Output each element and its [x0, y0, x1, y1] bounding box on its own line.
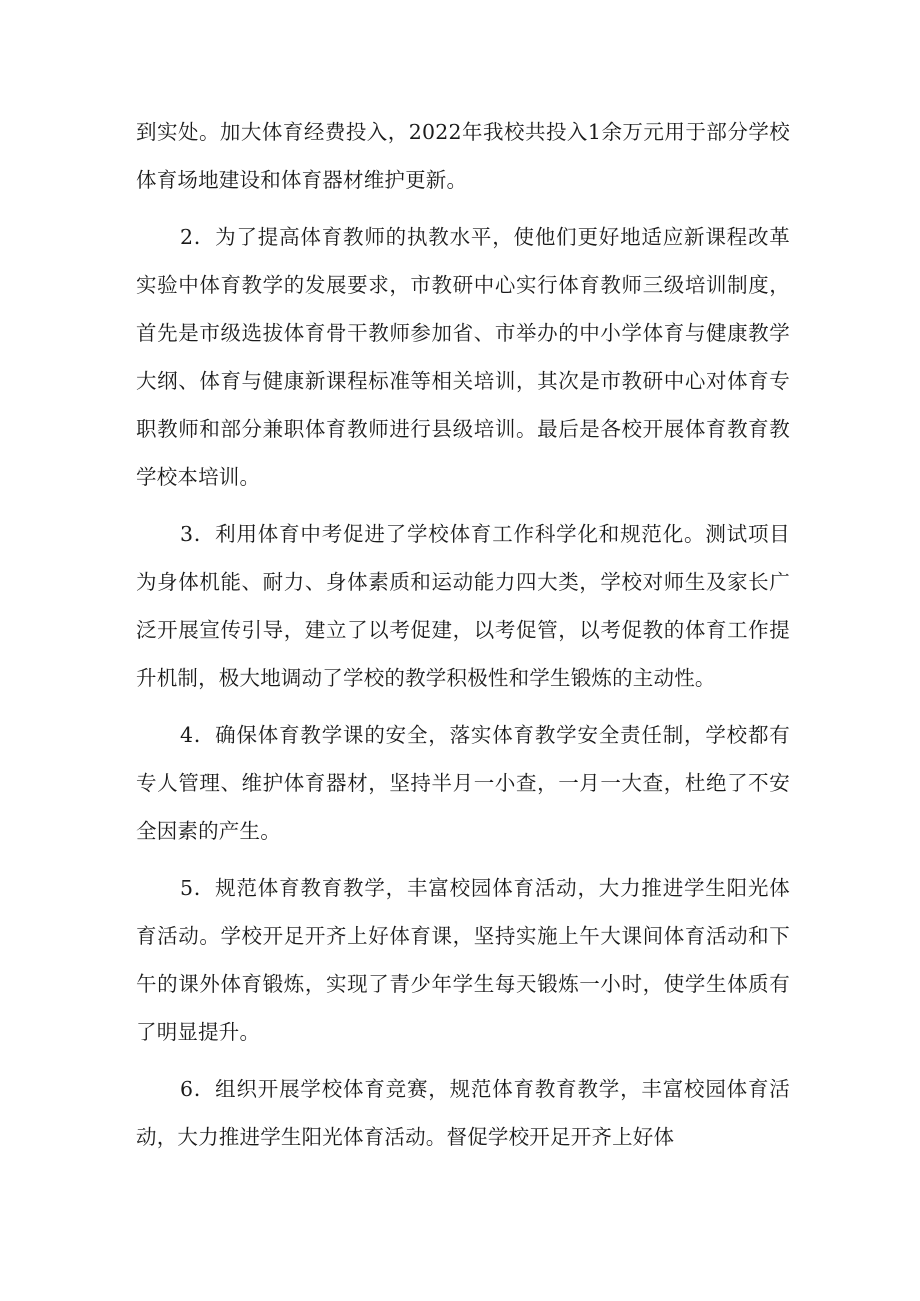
paragraph-item-5: 5．规范体育教育教学，丰富校园体育活动，大力推进学生阳光体育活动。学校开足开齐上好体育课，坚持实施上午大课间体育活动和下午的课外体育锻炼，实现了青少年学生每天锻炼一小时，使学生体质有了明显提升。	[136, 876, 790, 1044]
paragraph-item-2: 2．为了提高体育教师的执教水平，使他们更好地适应新课程改革实验中体育教学的发展要求，市教研中心实行体育教师三级培训制度，首先是市级选拔体育骨干教师参加省、市举办的中小学体育与健康教学大纲、体育与健康新课程标准等相关培训，其次是市教研中心对体育专职教师和部分兼职体育教师进行县级培训。最后是各校开展体育教育教学校本培训。	[136, 225, 790, 489]
paragraph-continuation: 到实处。加大体育经费投入，2022年我校共投入1余万元用于部分学校体育场地建设和体育器材维护更新。	[136, 120, 790, 192]
paragraph-item-4: 4．确保体育教学课的安全，落实体育教学安全责任制，学校都有专人管理、维护体育器材，坚持半月一小查，一月一大查，杜绝了不安全因素的产生。	[136, 723, 790, 843]
document-body	[136, 108, 790, 1170]
paragraph-item-6: 6．组织开展学校体育竞赛，规范体育教育教学，丰富校园体育活动，大力推进学生阳光体育活动。督促学校开足开齐上好体	[136, 1077, 790, 1149]
paragraph-item-3: 3．利用体育中考促进了学校体育工作科学化和规范化。测试项目为身体机能、耐力、身体素质和运动能力四大类，学校对师生及家长广泛开展宣传引导，建立了以考促建，以考促管，以考促教的体育工作提升机制，极大地调动了学校的教学积极性和学生锻炼的主动性。	[136, 522, 790, 690]
